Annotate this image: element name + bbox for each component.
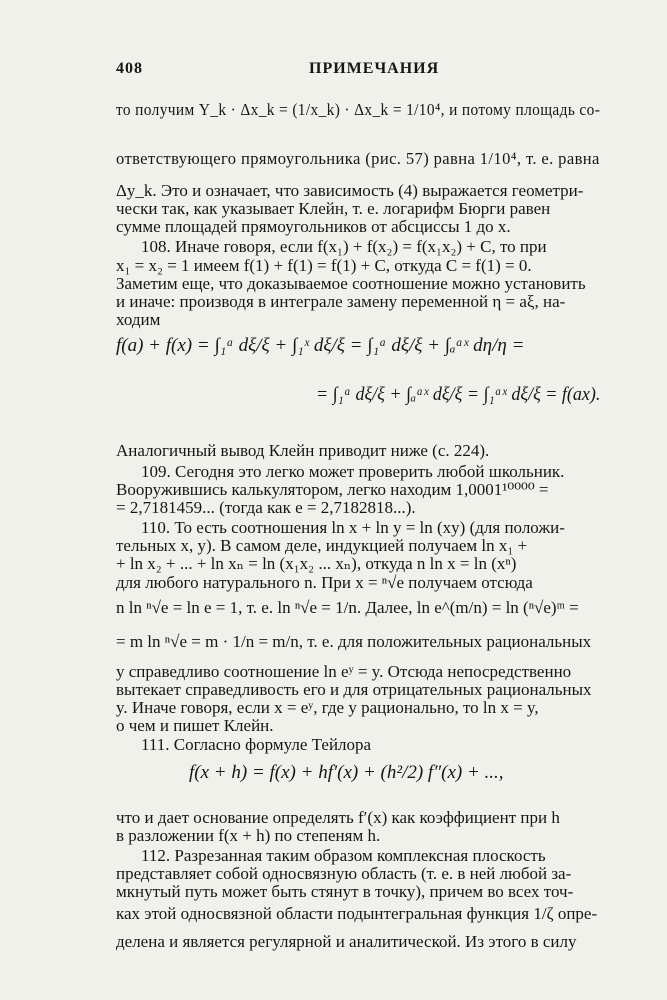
text-line-29: что и дает основание определять f′(x) как коэффициент при h xyxy=(116,808,560,827)
text-line-1: то получим Y_k · Δx_k = (1/x_k) · Δx_k = 1/10⁴, и потому площадь со- xyxy=(116,100,601,119)
page-number: 408 xyxy=(116,60,143,77)
text-line-33: мкнутый путь может быть стянут в точку), причем во всех точ- xyxy=(116,882,574,901)
text-line-21: n ln ⁿ√e = ln e = 1, т. е. ln ⁿ√e = 1/n. Далее, ln e^(m/n) = ln (ⁿ√e)ᵐ = xyxy=(116,598,579,617)
text-line-18: тельных x, y). В самом деле, индукцией получаем ln x₁ + xyxy=(116,536,528,555)
text-line-15: Вооружившись калькулятором, легко находим 1,0001¹⁰⁰⁰⁰ = xyxy=(116,480,549,499)
integral-equation-1: f(a) + f(x) = ∫₁ᵃ dξ/ξ + ∫₁ˣ dξ/ξ = ∫₁ᵃ dξ/ξ + ∫ₐᵃˣ dη/η = xyxy=(116,335,525,356)
text-line-26: о чем и пишет Клейн. xyxy=(116,716,274,735)
taylor-formula: f(x + h) = f(x) + hf′(x) + (h²/2) f″(x) + ..., xyxy=(189,762,504,783)
text-line-35: делена и является регулярной и аналитической. Из этого в силу xyxy=(116,932,577,951)
text-line-16: = 2,7181459... (тогда как e = 2,7182818...). xyxy=(116,498,416,517)
text-line-17: 110. То есть соотношения ln x + ln y = ln (xy) (для положи- xyxy=(141,518,565,537)
running-title: ПРИМЕЧАНИЯ xyxy=(309,60,440,77)
text-line-14: 109. Сегодня это легко может проверить любой школьник. xyxy=(141,462,565,481)
text-line-6: 108. Иначе говоря, если f(x₁) + f(x₂) = f(x₁x₂) + C, то при xyxy=(141,237,547,256)
text-line-4: чески так, как указывает Клейн, т. е. логарифм Бюрги равен xyxy=(116,199,551,218)
text-line-23: y справедливо соотношение ln eʸ = y. Отсюда непосредственно xyxy=(116,662,572,681)
text-line-34: ках этой односвязной области подынтегральная функция 1/ζ опре- xyxy=(116,904,598,923)
text-line-31: 112. Разрезанная таким образом комплексная плоскость xyxy=(141,846,546,865)
text-line-13: Аналогичный вывод Клейн приводит ниже (с. 224). xyxy=(116,441,490,460)
text-line-7: x₁ = x₂ = 1 имеем f(1) + f(1) = f(1) + C, откуда C = f(1) = 0. xyxy=(116,256,532,275)
text-line-30: в разложении f(x + h) по степеням h. xyxy=(116,826,381,845)
text-line-32: представляет собой односвязную область (т. е. в ней любой за- xyxy=(116,864,572,883)
text-line-8: Заметим еще, что доказываемое соотношение можно установить xyxy=(116,274,586,293)
text-line-24: вытекает справедливость его и для отрицательных рациональных xyxy=(116,680,592,699)
text-line-27: 111. Согласно формуле Тейлора xyxy=(141,735,372,754)
text-line-3: Δy_k. Это и означает, что зависимость (4) выражается геометри- xyxy=(116,181,584,200)
text-line-22: = m ln ⁿ√e = m · 1/n = m/n, т. е. для положительных рациональных xyxy=(116,632,592,651)
text-line-2: ответствующего прямоугольника (рис. 57) равна 1/10⁴, т. е. равна xyxy=(116,149,600,168)
text-line-5: сумме площадей прямоугольников от абсциссы 1 до x. xyxy=(116,217,511,236)
text-line-20: для любого натурального n. При x = ⁿ√e получаем отсюда xyxy=(116,573,533,592)
integral-equation-2: = ∫₁ᵃ dξ/ξ + ∫ₐᵃˣ dξ/ξ = ∫₁ᵃˣ dξ/ξ = f(ax). xyxy=(316,384,601,405)
text-line-19: + ln x₂ + ... + ln xₙ = ln (x₁x₂ ... xₙ), откуда n ln x = ln (xⁿ) xyxy=(116,554,517,573)
text-line-10: ходим xyxy=(116,310,161,329)
text-line-9: и иначе: производя в интеграле замену переменной η = aξ, на- xyxy=(116,292,566,311)
text-line-25: y. Иначе говоря, если x = eʸ, где y рационально, то ln x = y, xyxy=(116,698,539,717)
